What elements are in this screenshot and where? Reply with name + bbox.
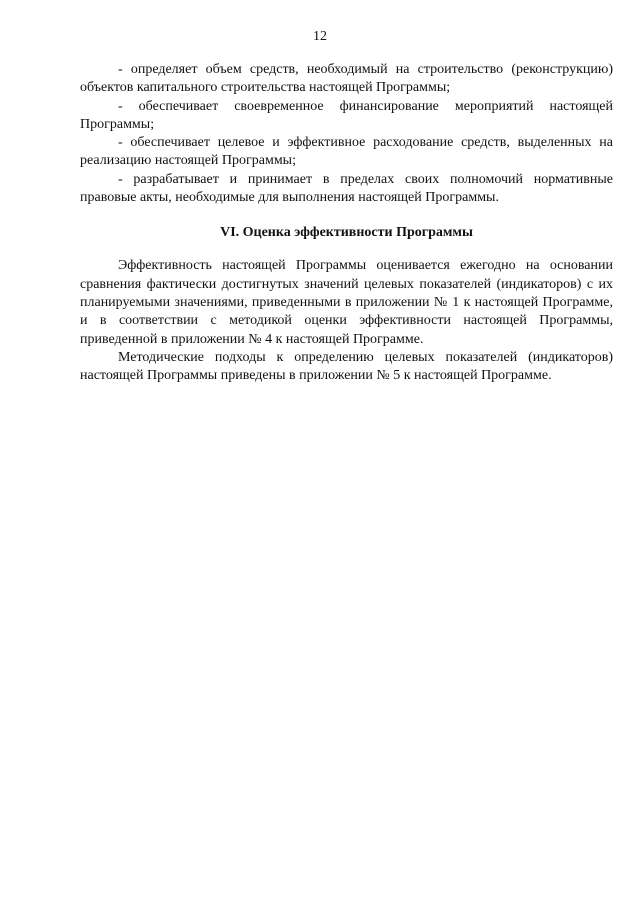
section-heading: VI. Оценка эффективности Программы	[220, 225, 473, 241]
list-item: - обеспечивает целевое и эффективное расходование средств, выделенных на реализацию настоящей Программы;	[80, 135, 613, 169]
list-item: - обеспечивает своевременное финансирование мероприятий настоящей Программы;	[80, 98, 613, 132]
page-number: 12	[313, 29, 327, 44]
page-content	[80, 61, 613, 385]
section-paragraph: Эффективность настоящей Программы оценивается ежегодно на основании сравнения фактически достигнутых значений целевых показателей (индикаторов) с их планируемыми значениями, приведенными в приложении № 1 к настоящей Программе, и в соответствии с методикой оценки эффективности настоящей Программы, приведенной в приложении № 4 к настоящей Программе.	[80, 258, 613, 347]
section-paragraph: Методические подходы к определению целевых показателей (индикаторов) настоящей Программы приведены в приложении № 5 к настоящей Программе.	[80, 349, 613, 384]
list-item: - определяет объем средств, необходимый на строительство (реконструкцию) объектов капитального строительства настоящей Программы;	[80, 62, 613, 96]
list-item: - разрабатывает и принимает в пределах своих полномочий нормативные правовые акты, необходимые для выполнения настоящей Программы.	[80, 171, 613, 206]
